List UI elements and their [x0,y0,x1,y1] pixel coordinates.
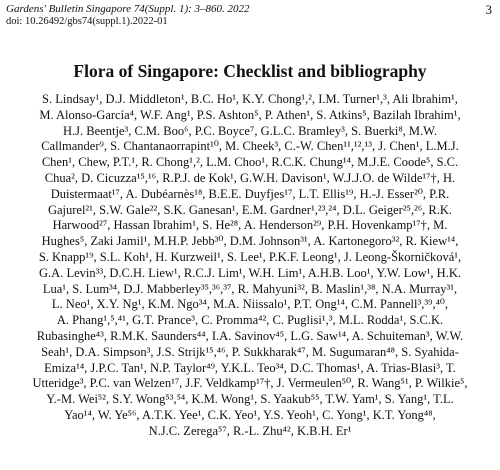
author-line: H.J. Beentje³, C.M. Boo⁶, P.C. Boyce⁷, G.L.C. Bramley³, S. Buerki⁸, M.W. [63,123,437,138]
author-line: Yao¹⁴, W. Ye⁵⁶, A.T.K. Yee¹, C.K. Yeo¹, Y.S. Yeoh¹, C. Yong¹, K.T. Yong⁴⁸, [64,407,436,422]
author-list [12,92,488,440]
author-line: N.J.C. Zerega⁵⁷, R.-L. Zhu⁴², K.B.H. Er¹ [148,423,352,438]
author-line: M. Alonso-García⁴, W.F. Ang¹, P.S. Ashton⁵, P. Athen¹, S. Atkins⁵, Bazilah Ibrahim¹, [39,107,461,122]
author-line: S. Lindsay¹, D.J. Middleton¹, B.C. Ho¹, K.Y. Chong¹,², I.M. Turner¹,³, Ali Ibrahim¹, [42,92,458,106]
author-line: L. Neo¹, X.Y. Ng¹, K.M. Ngo³⁴, M.A. Niissalo¹, P.T. Ong¹⁴, C.M. Pannell³,³⁹,⁴⁰, [51,297,449,312]
author-line: Gajurel²¹, S.W. Gale²², S.K. Ganesan¹, E.M. Gardner¹,²³,²⁴, D.L. Geiger²⁵,²⁶, R.K. [47,202,453,217]
author-line: Chen¹, Chew, P.T.¹, R. Chong¹,², L.M. Choo¹, R.C.K. Chung¹⁴, M.J.E. Coode⁵, S.C. [41,155,459,170]
author-line: Callmander⁹, S. Chantanaorrapint¹⁰, M. Cheek³, C.-W. Chen¹¹,¹²,¹³, J. Chen¹, L.M.J. [41,139,459,154]
paper-title: Flora of Singapore: Checklist and bibliography [73,61,427,81]
page-number: 3 [485,2,492,17]
author-line: Utteridge³, P.C. van Welzen¹⁷, J.F. Veldkamp¹⁷†, J. Vermeulen⁵⁰, R. Wang⁵¹, P. Wilkie⁵, [32,376,468,391]
author-line: Rubasinghe⁴³, R.M.K. Saunders⁴⁴, I.A. Savinov⁴⁵, L.G. Saw¹⁴, A. Schuiteman³, W.W. [36,328,464,343]
author-line: Lua¹, S. Lum³⁴, D.J. Mabberley³⁵,³⁶,³⁷, R. Mahyuni³², B. Maslin¹,³⁸, N.A. Murray³¹, [42,281,458,296]
author-line: Duistermaat¹⁷, A. Dubéarnès¹⁸, B.E.E. Duyfjes¹⁷, L.T. Ellis¹⁹, H.-J. Esser²⁰, P.R. [50,186,450,201]
author-line: Seah¹, D.A. Simpson³, J.S. Strijk¹⁵,⁴⁶, P. Sukkharak⁴⁷, M. Sugumaran⁴⁸, S. Syahida- [41,344,459,359]
author-line: Chua², D. Cicuzza¹⁵,¹⁶, R.P.J. de Kok¹, G.W.H. Davison¹, W.J.J.O. de Wilde¹⁷†, H. [44,170,456,185]
author-line: G.A. Levin³³, D.C.H. Liew¹, R.C.J. Lim¹, W.H. Lim¹, A.H.B. Loo¹, Y.W. Low¹, H.K. [39,265,461,280]
author-line: Y.-M. Wei⁵², S.Y. Wong⁵³,⁵⁴, K.M. Wong¹, S. Yaakub⁵⁵, T.W. Yam¹, S. Yang¹, T.L. [46,392,454,407]
author-line: Harwood²⁷, Hassan Ibrahim¹, S. He²⁸, A. Henderson²⁹, P.H. Hovenkamp¹⁷†, M. [52,218,448,233]
author-line: Hughes⁵, Zaki Jamil¹, M.H.P. Jebb³⁰, D.M. Johnson³¹, A. Kartonegoro³², R. Kiew¹⁴, [41,234,459,249]
author-line: S. Knapp¹⁹, S.L. Koh¹, H. Kurzweil¹, S. Lee¹, P.K.F. Leong¹, J. Leong-Škorničková¹, [38,249,462,264]
author-line: A. Phang¹,⁵,⁴¹, G.T. Prance³, C. Promma⁴², C. Puglisi¹,³, M.L. Rodda¹, S.C.K. [56,313,444,328]
journal-citation: Gardens' Bulletin Singapore 74(Suppl. 1): 3–860. 2022 [6,3,250,15]
doi: doi: 10.26492/gbs74(suppl.1).2022-01 [6,16,168,27]
author-line: Emiza¹⁴, J.P.C. Tan¹, N.P. Taylor⁴⁹, Y.K.L. Teo³⁴, D.C. Thomas¹, A. Trias-Blasi³, T. [44,360,456,375]
